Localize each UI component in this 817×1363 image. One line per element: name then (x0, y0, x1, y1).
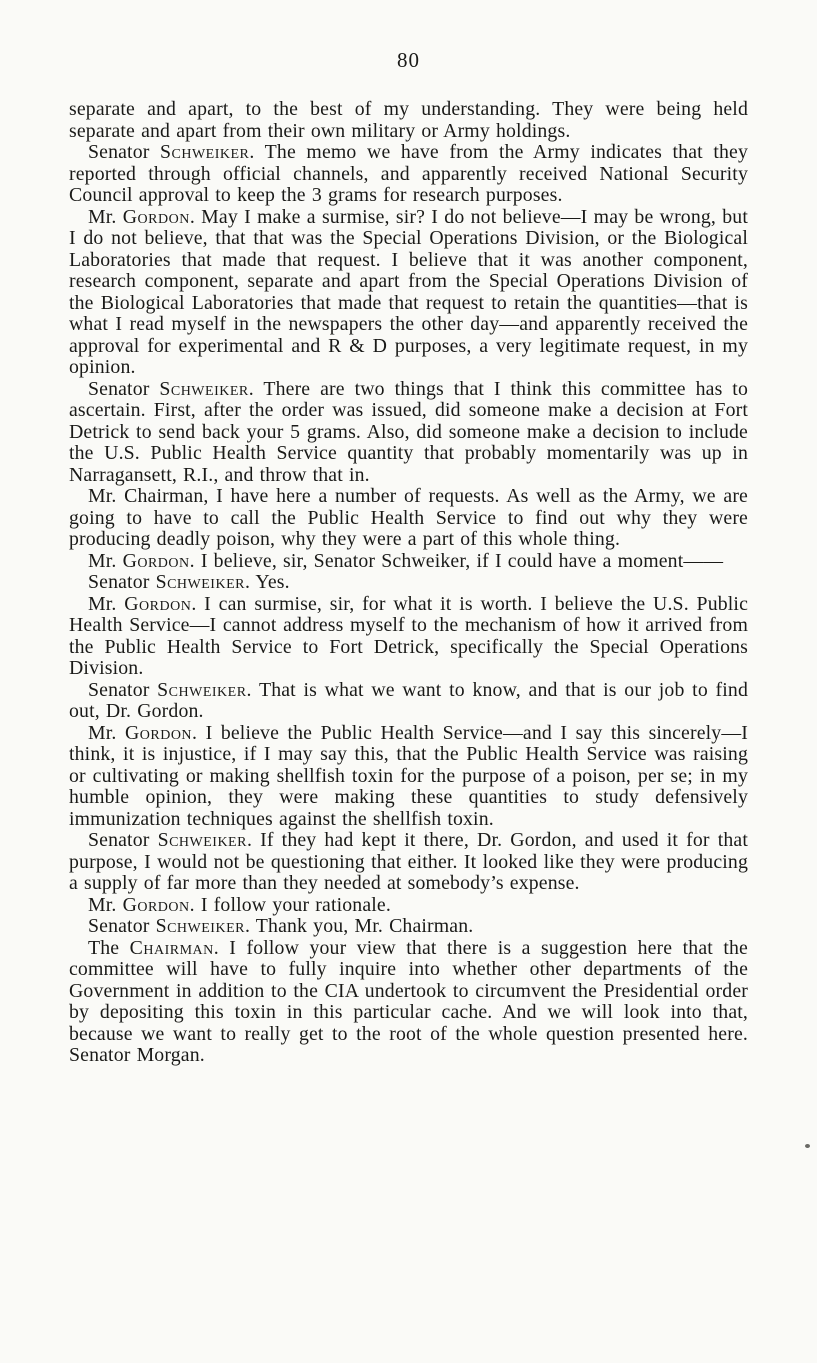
text-segment: . The memo we have from the Army indicates that they reported through official channels, and apparently received National Security Council approval to keep the 3 grams for research purposes. (69, 141, 748, 206)
speaker-name: Schweiker (159, 377, 249, 400)
transcript-paragraph (69, 551, 748, 573)
transcript-paragraph (69, 486, 748, 551)
text-segment: separate and apart, to the best of my understanding. They were being held separate and apart from their own military or Army holdings. (69, 98, 748, 142)
transcript-paragraph (69, 938, 748, 1067)
text-segment: . There are two things that I think this committee has to ascertain. First, after the order was issued, did someone make a decision at Fort Detrick to send back your 5 grams. Also, did someone make a decision to include the U.S. Public Health Service quantity that probably momentarily was up in Narragansett, R.I., and throw that in. (69, 377, 748, 486)
transcript-paragraph (69, 680, 748, 723)
transcript-paragraph (69, 142, 748, 207)
speaker-name: Chairman (129, 936, 214, 959)
text-segment: Mr. Chairman, I have here a number of requests. As well as the Army, we are going to have to call the Public Health Service to find out why they were producing deadly poison, why they were a part of this whole thing. (69, 485, 748, 550)
text-segment: Senator (88, 829, 158, 851)
transcript-text-block (69, 99, 748, 1067)
transcript-paragraph (69, 830, 748, 895)
text-segment: . I can surmise, sir, for what it is worth. I believe the U.S. Public Health Service—I cannot address myself to the mechanism of how it arrived from the Public Health Service to Fort Detrick, specifically the Special Operations Division. (69, 592, 748, 679)
text-segment: Senator (88, 678, 158, 701)
text-segment: Senator (88, 571, 156, 593)
text-segment: . That is what we want to know, and that is our job to find out, Dr. Gordon. (69, 678, 748, 722)
text-segment: . I believe, sir, Senator Schweiker, if I could have a moment—— (189, 549, 724, 572)
transcript-paragraph (69, 723, 748, 831)
text-segment: Senator (88, 915, 156, 937)
transcript-paragraph (69, 207, 748, 379)
speaker-name: Schweiker (160, 141, 250, 163)
scan-artifact-speck (805, 1144, 810, 1148)
text-segment: Mr. (88, 205, 123, 228)
speaker-name: Gordon (124, 721, 193, 744)
text-segment: . If they had kept it there, Dr. Gordon, and used it for that purpose, I would not be questioning that either. It looked like they were producing a supply of far more than they needed at somebody’s expense. (69, 829, 748, 894)
transcript-paragraph (69, 572, 748, 594)
text-segment: . I follow your view that there is a suggestion here that the committee will have to fully inquire into whether other departments of the Government in addition to the CIA undertook to circumvent the Presidential order by depositing this toxin in this particular cache. And we will look into that, because we want to really get to the root of the whole question presented here. Senator Morgan. (69, 936, 748, 1066)
text-segment: Mr. (88, 592, 125, 615)
transcript-paragraph (69, 379, 748, 487)
text-segment: . I follow your rationale. (189, 893, 391, 916)
page-number: 80 (397, 48, 420, 72)
text-segment: . I believe the Public Health Service—and I say this sincerely—I think, it is injustice, if I may say this, that the Public Health Service was raising or cultivating or making shellfish toxin for the purpose of a poison, per se; in my humble opinion, they were making these quantities to study defensively immunization techniques against the shellfish toxin. (69, 721, 749, 830)
speaker-name: Gordon (122, 549, 190, 572)
text-segment: Mr. (88, 721, 125, 744)
text-segment: Senator (88, 377, 160, 400)
speaker-name: Gordon (122, 893, 190, 916)
speaker-name: Schweiker (155, 915, 245, 937)
transcript-paragraph (69, 916, 748, 938)
text-segment: The (88, 936, 130, 959)
text-segment: . May I make a surmise, sir? I do not believe—I may be wrong, but I do not believe, that that was the Special Operations Division, or the Biological Laboratories that made that request. I believe that it was another component, research component, separate and apart from the Special Operations Division of the Biological Laboratories that made that request to retain the quantities—that is what I read myself in the newspapers the other day—and apparently received the approval for experimental and R & D purposes, a very legitimate request, in my opinion. (69, 205, 748, 378)
speaker-name: Schweiker (157, 829, 247, 851)
speaker-name: Schweiker (155, 571, 245, 593)
text-segment: . Thank you, Mr. Chairman. (244, 915, 474, 937)
text-segment: Mr. (88, 549, 123, 572)
transcript-paragraph (69, 895, 748, 917)
speaker-name: Gordon (122, 205, 190, 228)
transcript-paragraph (69, 594, 748, 680)
text-segment: Mr. (88, 893, 123, 916)
transcript-paragraph (69, 99, 748, 142)
text-segment: . Yes. (244, 571, 290, 593)
speaker-name: Gordon (124, 592, 192, 615)
text-segment: Senator (88, 141, 161, 163)
speaker-name: Schweiker (157, 678, 247, 701)
